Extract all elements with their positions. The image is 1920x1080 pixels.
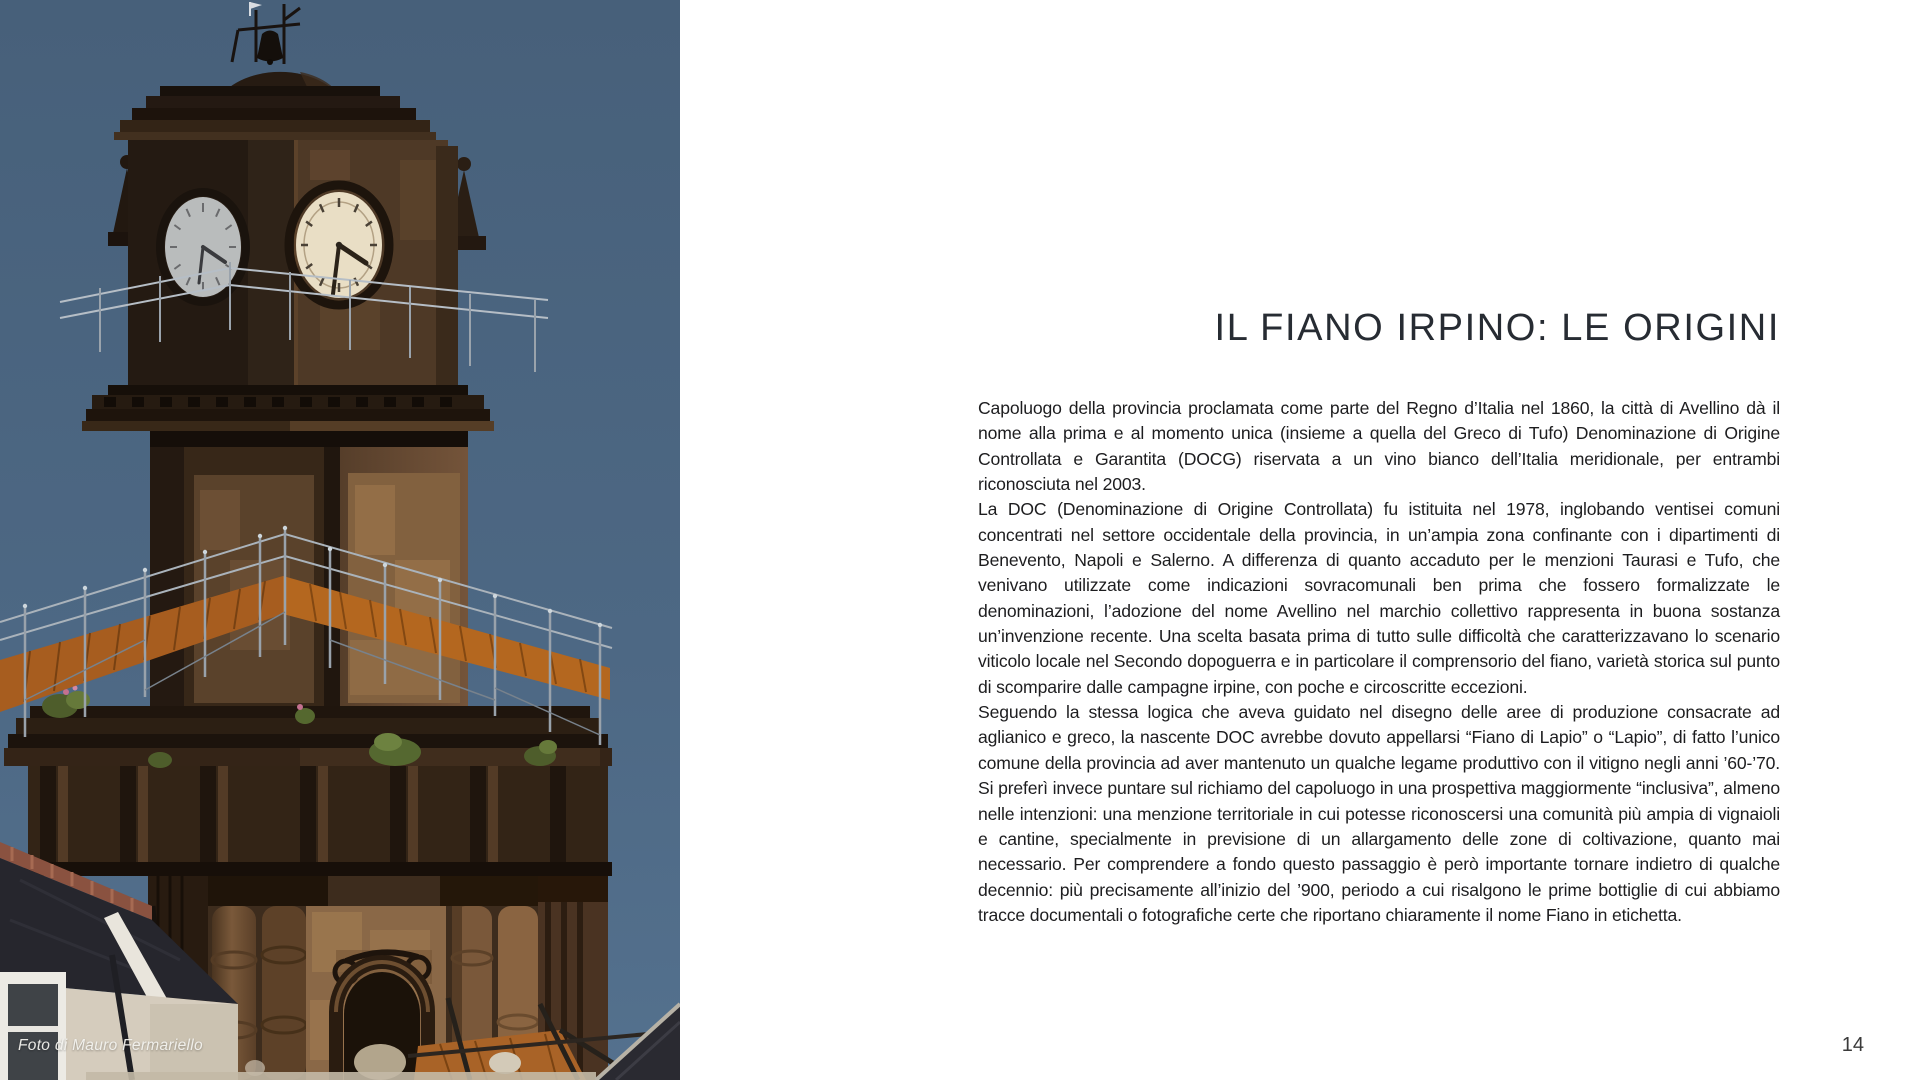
- tower-photo-illustration: [0, 0, 680, 1080]
- body-paragraph: La DOC (Denominazione di Origine Controllata) fu istituita nel 1978, inglobando ventisei comuni concentrati nel settore occidentale della provincia, in un’ampia zona confinante con i dipartimenti di Benevento, Napoli e Salerno. A differenza di quanto accaduto per le menzioni Taurasi e Tufo, che venivano utilizzate come indicazioni sovracomunali ben prima che fossero formalizzate le denominazioni, l’adozione del nome Avellino nel marchio collettivo rappresenta in buona sostanza un’invenzione recente. Una scelta basata prima di tutto sulle difficoltà che caratterizzavano lo scenario viticolo locale nel Secondo dopoguerra e in particolare il comprensorio del fiano, varietà storica sul punto di scomparire dalle campagne irpine, con poche e circoscritte eccezioni.: [978, 499, 1780, 697]
- drum-cornice: [82, 385, 494, 431]
- page-number: 14: [1841, 1034, 1864, 1056]
- page-title: IL FIANO IRPINO: LE ORIGINI: [1214, 307, 1780, 350]
- tower-shaft: [150, 431, 468, 719]
- body-paragraph: Seguendo la stessa logica che aveva guidato nel disegno delle aree di produzione consacrate ad aglianico e greco, la nascente DOC avrebbe dovuto appellarsi “Fiano di Lapio” o “Lapio”, di fatto l’unico comune della provincia ad aver mantenuto un qualche legame produttivo con il vitigno negli anni ’60-’70. Si preferì invece puntare sul richiamo del capoluogo in una prospettiva maggiormente “inclusiva”, almeno nelle intenzioni: una menzione territoriale in cui potesse riconoscersi una comunità più ampia di vignaioli e cantine, specialmente in previsione di un allargamento delle zone di coltivazione, quanto mai necessario. Per comprendere a fondo questo passaggio è però importante tornare indietro di qualche decennio: più precisamente all’inizio del ’900, periodo a cui risalgono le prime bottiglie di cui abbiamo tracce documentali o fotografiche certe che riportano chiaramente il nome Fiano in etichetta.: [978, 702, 1780, 925]
- body-text: [978, 396, 1780, 928]
- body-paragraph: Capoluogo della provincia proclamata come parte del Regno d’Italia nel 1860, la città di Avellino dà il nome alla prima e al momento unica (insieme a quella del Greco di Tufo) Denominazione di Origine Controllata e Garantita (DOCG) riservata a un vino bianco dell’Italia meridionale, per entrambi riconosciuta nel 2003.: [978, 398, 1780, 495]
- photo-caption: Foto di Mauro Fermariello: [18, 1037, 203, 1054]
- tower-photo: [0, 0, 680, 1080]
- clock-face-front: [289, 185, 389, 305]
